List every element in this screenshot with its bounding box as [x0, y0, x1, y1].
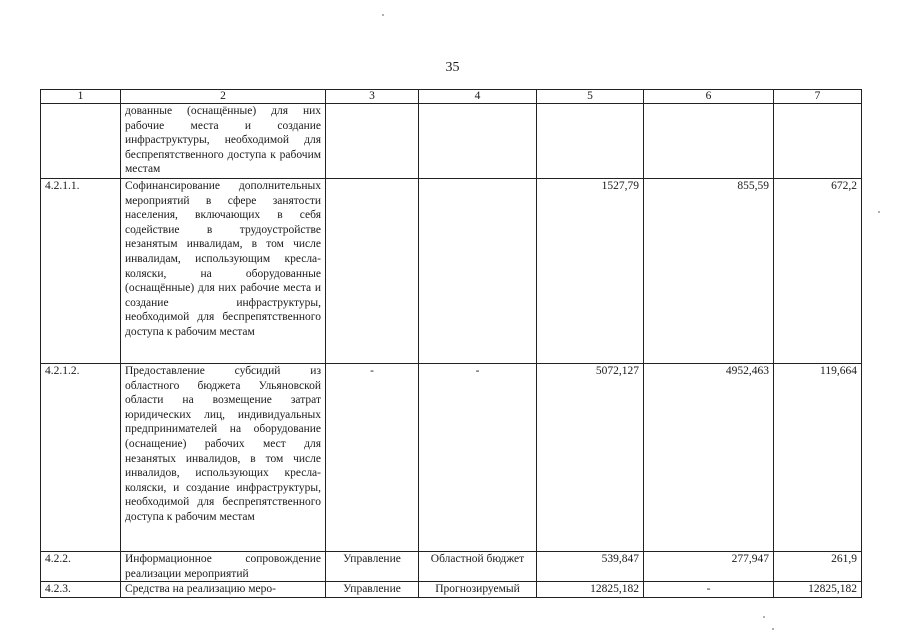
scan-speck	[763, 616, 765, 618]
executor-cell: Управление	[326, 552, 419, 582]
header-col-2: 2	[121, 90, 326, 104]
table-row	[41, 552, 862, 582]
row-description: Софинансирование дополнительных мероприятий в сфере занятости населения, включающих в себя содействие в трудоустройстве незанятым инвалидам, в том числе инвалидам, использующим кресла-коляски, на оборудованные (оснащённые) для них рабочие места и создание инфраструктуры, необходимой для беспрепятственного доступа к рабочим местам	[121, 179, 326, 364]
row-number	[41, 104, 121, 179]
header-col-3: 3	[326, 90, 419, 104]
table-row	[41, 582, 862, 598]
row-number: 4.2.3.	[41, 582, 121, 598]
table-row	[41, 179, 862, 364]
source-cell: -	[419, 364, 537, 552]
value-col-7: 261,9	[774, 552, 862, 582]
header-col-1: 1	[41, 90, 121, 104]
value-total: 5072,127	[537, 364, 644, 552]
value-col-6: 855,59	[644, 179, 774, 364]
scan-speck	[772, 628, 774, 630]
header-col-7: 7	[774, 90, 862, 104]
row-number: 4.2.1.1.	[41, 179, 121, 364]
value-col-7: 12825,182	[774, 582, 862, 598]
source-cell	[419, 179, 537, 364]
table-row	[41, 364, 862, 552]
row-description: Предоставление субсидий из областного бюджета Ульяновской области на возмещение затрат юридических лиц, индивидуальных предпринимателей на оборудование (оснащение) рабочих мест для незанятых инвалидов, в том числе инвалидов, использующих кресла-коляски, и создание инфраструктуры, необходимой для беспрепятственного доступа к рабочим местам	[121, 364, 326, 552]
header-col-4: 4	[419, 90, 537, 104]
executor-cell: Управление	[326, 582, 419, 598]
row-number: 4.2.2.	[41, 552, 121, 582]
source-cell: Прогнозируемый	[419, 582, 537, 598]
value-col-7	[774, 104, 862, 179]
value-total: 1527,79	[537, 179, 644, 364]
header-col-6: 6	[644, 90, 774, 104]
program-table	[40, 89, 862, 598]
page-number: 35	[445, 60, 460, 75]
executor-cell: -	[326, 364, 419, 552]
scan-speck	[878, 211, 880, 213]
value-col-6: -	[644, 582, 774, 598]
value-col-7: 119,664	[774, 364, 862, 552]
source-cell: Областной бюджет	[419, 552, 537, 582]
row-description: Средства на реализацию меро-	[121, 582, 326, 598]
value-col-6: 4952,463	[644, 364, 774, 552]
value-col-7: 672,2	[774, 179, 862, 364]
value-col-6: 277,947	[644, 552, 774, 582]
table-row	[41, 104, 862, 179]
row-description: Информационное сопровождение реализации мероприятий	[121, 552, 326, 582]
value-total: 539,847	[537, 552, 644, 582]
header-col-5: 5	[537, 90, 644, 104]
value-col-6	[644, 104, 774, 179]
value-total	[537, 104, 644, 179]
row-number: 4.2.1.2.	[41, 364, 121, 552]
row-description: дованные (оснащённые) для них рабочие места и создание инфраструктуры, необходимой для беспрепятственного доступа к рабочим местам	[121, 104, 326, 179]
executor-cell	[326, 104, 419, 179]
source-cell	[419, 104, 537, 179]
scan-speck	[382, 14, 384, 16]
value-total: 12825,182	[537, 582, 644, 598]
header-row	[41, 90, 862, 104]
executor-cell	[326, 179, 419, 364]
